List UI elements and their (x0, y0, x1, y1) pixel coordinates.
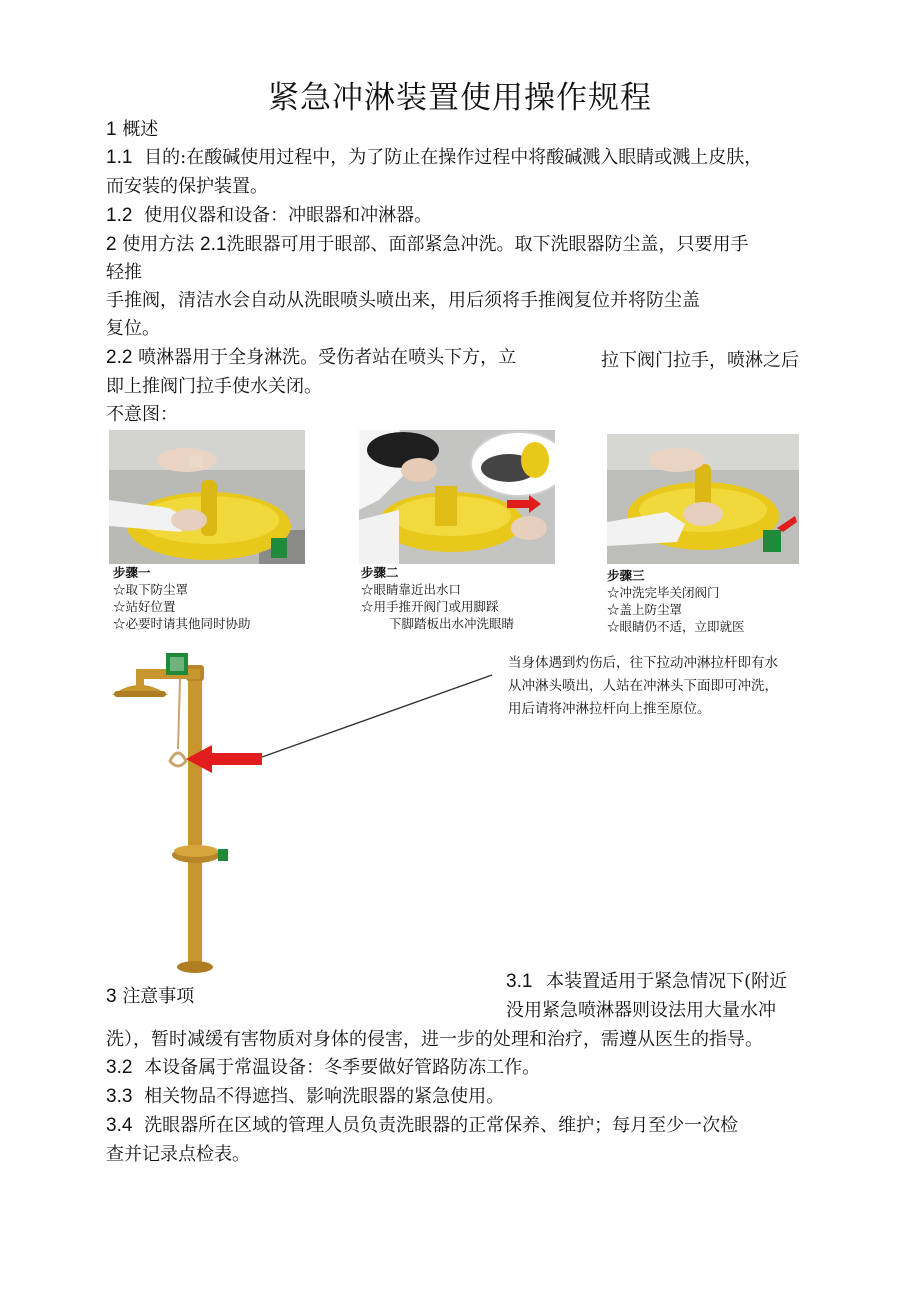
paragraph-3-1-line2: 没用紧急喷淋器则设法用大量水冲 (506, 1000, 776, 1021)
section-2-line1: 2 使用方法 2.1洗眼器可用于眼部、面部紧急冲洗。取下洗眼器防尘盖，只要用手 (106, 234, 749, 255)
paragraph-3-1-line3: 洗），暂时减缓有害物质对身体的侵害，进一步的处理和治疗，需遵从医生的指导。 (106, 1029, 763, 1050)
step-3-item: ☆冲洗完毕关闭阀门 (607, 585, 720, 600)
section-2-line4: 复位。 (106, 318, 160, 339)
step-2-title: 步骤二 (361, 565, 399, 580)
paragraph-2-2-line2: 即上推阀门拉手使水关闭。 (106, 376, 322, 397)
step-2-item: 下脚踏板出水冲洗眼睛 (389, 616, 515, 631)
paragraph-3-1: 3.1 本装置适用于紧急情况下(附近 (506, 971, 788, 992)
paragraph-3-4-line2: 查并记录点检表。 (106, 1144, 250, 1165)
section-2-line2: 轻推 (106, 262, 142, 283)
step-3-item: ☆盖上防尘罩 (607, 602, 683, 617)
paragraph-2-2: 2.2 喷淋器用于全身淋洗。受伤者站在喷头下方，立 (106, 347, 517, 368)
step-3-photo (607, 434, 799, 564)
paragraph-1-2: 1.2 使用仪器和设备：冲眼器和冲淋器。 (106, 205, 433, 226)
page-title: 紧急冲淋装置使用操作规程 (268, 80, 652, 116)
step-1-photo (109, 430, 305, 564)
step-2-item: ☆眼睛靠近出水口 (361, 582, 462, 597)
paragraph-1-1: 1.1 目的:在酸碱使用过程中，为了防止在操作过程中将酸碱溅入眼睛或溅上皮肤， (106, 147, 763, 168)
paragraph-3-2: 3.2 本设备属于常温设备：冬季要做好管路防冻工作。 (106, 1057, 541, 1078)
callout-line (262, 675, 492, 757)
shower-description: 当身体遇到灼伤后，往下拉动冲淋拉杆即有水 从冲淋头喷出，人站在冲淋头下面即可冲洗， 用后请将冲淋拉杆向上推至原位。 (508, 655, 778, 717)
step-1-caption (113, 564, 251, 632)
paragraph-2-2-right: 拉下阀门拉手，喷淋之后 (601, 350, 799, 371)
step-1-item: ☆必要时请其他同时协助 (113, 616, 251, 631)
step-2-caption (361, 564, 514, 632)
section-3-heading: 3 注意事项 (106, 986, 195, 1007)
step-1-item: ☆站好位置 (113, 599, 176, 614)
paragraph-3-4: 3.4 洗眼器所在区域的管理人员负责洗眼器的正常保养、维护；每月至少一次检 (106, 1115, 739, 1136)
step-3-caption (607, 567, 745, 635)
section-1-heading: 1 概述 (106, 119, 159, 140)
step-3-item: ☆眼睛仍不适，立即就医 (607, 619, 745, 634)
section-2-line3: 手推阀，清洁水会自动从洗眼喷头喷出来，用后须将手推阀复位并将防尘盖 (106, 290, 700, 311)
paragraph-1-1-line2: 而安装的保护装置。 (106, 176, 268, 197)
paragraph-3-3: 3.3 相关物品不得遮挡、影响洗眼器的紧急使用。 (106, 1086, 505, 1107)
step-2-item: ☆用手推开阀门或用脚踩 (361, 599, 499, 614)
emergency-shower-illustration (100, 645, 500, 980)
step-2-photo (359, 430, 555, 564)
step-1-item: ☆取下防尘罩 (113, 582, 189, 597)
step-3-title: 步骤三 (607, 568, 645, 583)
diagram-label: 不意图： (106, 404, 178, 425)
step-1-title: 步骤一 (113, 565, 151, 580)
